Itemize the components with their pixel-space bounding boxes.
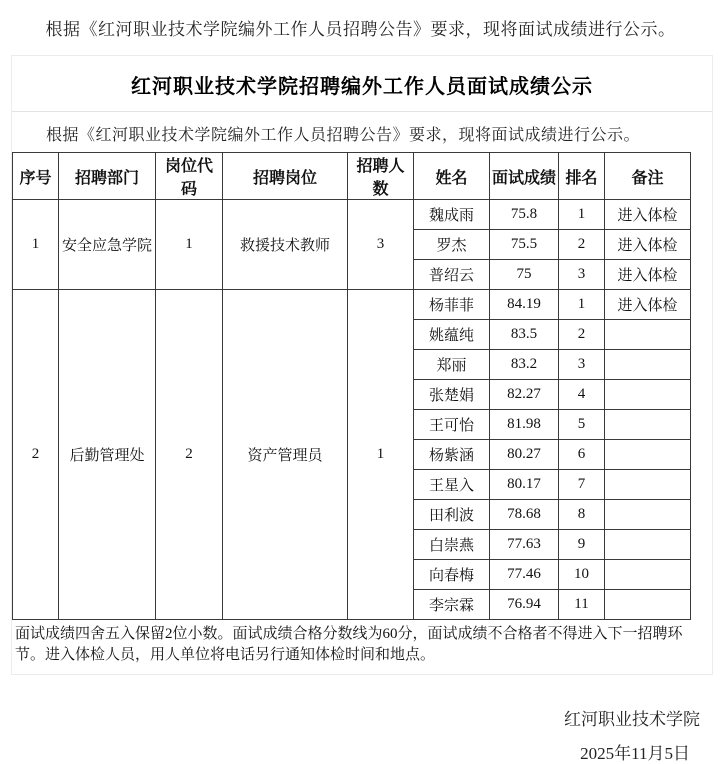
seq-cell: 2 xyxy=(13,290,59,620)
name-cell: 魏成雨 xyxy=(414,200,490,230)
rank-cell: 9 xyxy=(559,530,605,560)
headcount-cell: 3 xyxy=(348,200,414,290)
remark-cell xyxy=(605,440,691,470)
page-title: 红河职业技术学院招聘编外工作人员面试成绩公示 xyxy=(131,76,593,98)
remark-cell xyxy=(605,470,691,500)
name-cell: 杨紫涵 xyxy=(414,440,490,470)
column-header-name: 姓名 xyxy=(414,153,490,200)
remark-cell xyxy=(605,500,691,530)
column-header-seq: 序号 xyxy=(13,153,59,200)
column-header-remark: 备注 xyxy=(605,153,691,200)
rank-cell: 3 xyxy=(559,260,605,290)
remark-cell xyxy=(605,380,691,410)
rank-cell: 2 xyxy=(559,320,605,350)
score-cell: 75.5 xyxy=(490,230,559,260)
department-cell: 后勤管理处 xyxy=(59,290,156,620)
remark-cell xyxy=(605,410,691,440)
seq-cell: 1 xyxy=(13,200,59,290)
rank-cell: 2 xyxy=(559,230,605,260)
headcount-cell: 1 xyxy=(348,290,414,620)
remark-cell: 进入体检 xyxy=(605,200,691,230)
name-cell: 郑丽 xyxy=(414,350,490,380)
score-cell: 83.5 xyxy=(490,320,559,350)
remark-cell xyxy=(605,560,691,590)
column-header-score: 面试成绩 xyxy=(490,153,559,200)
remark-cell: 进入体检 xyxy=(605,290,691,320)
score-cell: 82.27 xyxy=(490,380,559,410)
table-row xyxy=(13,290,691,320)
column-header-headcount: 招聘人数 xyxy=(348,153,414,200)
rank-cell: 6 xyxy=(559,440,605,470)
table-intro-paragraph: 根据《红河职业技术学院编外工作人员招聘公告》要求，现将面试成绩进行公示。 xyxy=(46,127,641,144)
remark-cell: 进入体检 xyxy=(605,230,691,260)
name-cell: 罗杰 xyxy=(414,230,490,260)
score-cell: 76.94 xyxy=(490,590,559,620)
post-cell: 救援技术教师 xyxy=(223,200,348,290)
name-cell: 向春梅 xyxy=(414,560,490,590)
column-header-post: 招聘岗位 xyxy=(223,153,348,200)
name-cell: 普绍云 xyxy=(414,260,490,290)
name-cell: 李宗霖 xyxy=(414,590,490,620)
name-cell: 张楚娟 xyxy=(414,380,490,410)
remark-cell: 进入体检 xyxy=(605,260,691,290)
name-cell: 王可怡 xyxy=(414,410,490,440)
name-cell: 白崇燕 xyxy=(414,530,490,560)
rank-cell: 7 xyxy=(559,470,605,500)
rank-cell: 10 xyxy=(559,560,605,590)
interview-results-table xyxy=(12,152,691,620)
name-cell: 杨菲菲 xyxy=(414,290,490,320)
column-header-post-code: 岗位代码 xyxy=(156,153,223,200)
name-cell: 姚蕴纯 xyxy=(414,320,490,350)
announcement-card xyxy=(11,55,713,675)
name-cell: 田利波 xyxy=(414,500,490,530)
post-code-cell: 2 xyxy=(156,290,223,620)
score-cell: 77.46 xyxy=(490,560,559,590)
remark-cell xyxy=(605,350,691,380)
remark-cell xyxy=(605,320,691,350)
rank-cell: 1 xyxy=(559,290,605,320)
rank-cell: 5 xyxy=(559,410,605,440)
column-header-department: 招聘部门 xyxy=(59,153,156,200)
department-cell: 安全应急学院 xyxy=(59,200,156,290)
post-code-cell: 1 xyxy=(156,200,223,290)
post-cell: 资产管理员 xyxy=(223,290,348,620)
score-cell: 80.27 xyxy=(490,440,559,470)
signature-block xyxy=(0,705,721,764)
score-cell: 75.8 xyxy=(490,200,559,230)
name-cell: 王星入 xyxy=(414,470,490,500)
score-cell: 81.98 xyxy=(490,410,559,440)
score-cell: 80.17 xyxy=(490,470,559,500)
signature-date: 2025年11月5日 xyxy=(580,744,690,763)
table-row xyxy=(13,200,691,230)
score-cell: 83.2 xyxy=(490,350,559,380)
footnote: 面试成绩四舍五入保留2位小数。面试成绩合格分数线为60分，面试成绩不合格者不得进入下一招聘环节。进入体检人员，用人单位将电话另行通知体检时间和地点。 xyxy=(15,626,683,663)
rank-cell: 4 xyxy=(559,380,605,410)
score-cell: 77.63 xyxy=(490,530,559,560)
rank-cell: 8 xyxy=(559,500,605,530)
rank-cell: 1 xyxy=(559,200,605,230)
remark-cell xyxy=(605,590,691,620)
score-cell: 75 xyxy=(490,260,559,290)
rank-cell: 11 xyxy=(559,590,605,620)
remark-cell xyxy=(605,530,691,560)
intro-paragraph: 根据《红河职业技术学院编外工作人员招聘公告》要求，现将面试成绩进行公示。 xyxy=(45,20,676,39)
header-row xyxy=(13,153,691,200)
column-header-rank: 排名 xyxy=(559,153,605,200)
score-cell: 78.68 xyxy=(490,500,559,530)
title-section xyxy=(12,56,712,112)
rank-cell: 3 xyxy=(559,350,605,380)
signature-org: 红河职业技术学院 xyxy=(564,710,700,729)
score-cell: 84.19 xyxy=(490,290,559,320)
